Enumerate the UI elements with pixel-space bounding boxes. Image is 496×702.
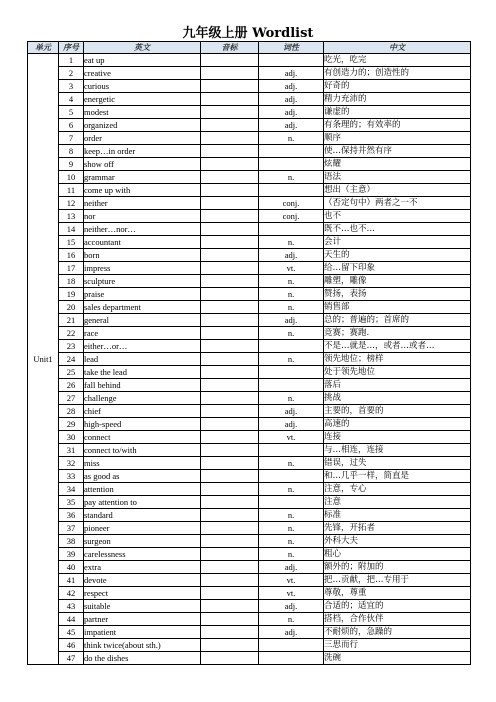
english-cell: sculpture: [84, 275, 201, 288]
num-cell: 27: [59, 392, 84, 405]
english-cell: partner: [84, 613, 201, 626]
table-row: [28, 418, 471, 431]
english-cell: suitable: [84, 600, 201, 613]
chinese-cell: 好奇的: [324, 80, 471, 93]
chinese-cell: 吃光，吃完: [324, 54, 471, 67]
header-unit: 单元: [28, 42, 59, 54]
num-cell: 21: [59, 314, 84, 327]
pos-cell: n.: [259, 236, 324, 249]
chinese-cell: 精力充沛的: [324, 93, 471, 106]
pos-cell: adj.: [259, 119, 324, 132]
phonetic-cell: [201, 327, 259, 340]
table-row: [28, 353, 471, 366]
header-phonetic: 音标: [201, 42, 259, 54]
chinese-cell: 顺序: [324, 132, 471, 145]
english-cell: curious: [84, 80, 201, 93]
phonetic-cell: [201, 366, 259, 379]
chinese-cell: 使…保持井然有序: [324, 145, 471, 158]
english-cell: devote: [84, 574, 201, 587]
wordlist-table: [27, 41, 471, 665]
phonetic-cell: [201, 392, 259, 405]
table-row: [28, 561, 471, 574]
english-cell: neither…nor…: [84, 223, 201, 236]
pos-cell: [259, 379, 324, 392]
pos-cell: [259, 158, 324, 171]
chinese-cell: 天生的: [324, 249, 471, 262]
table-row: [28, 496, 471, 509]
pos-cell: [259, 652, 324, 665]
chinese-cell: 谦虚的: [324, 106, 471, 119]
chinese-cell: 外科大夫: [324, 535, 471, 548]
pos-cell: n.: [259, 392, 324, 405]
english-cell: praise: [84, 288, 201, 301]
phonetic-cell: [201, 158, 259, 171]
pos-cell: [259, 184, 324, 197]
table-row: [28, 392, 471, 405]
english-cell: neither: [84, 197, 201, 210]
english-cell: chief: [84, 405, 201, 418]
num-cell: 15: [59, 236, 84, 249]
pos-cell: vt.: [259, 431, 324, 444]
table-row: [28, 483, 471, 496]
num-cell: 40: [59, 561, 84, 574]
phonetic-cell: [201, 379, 259, 392]
chinese-cell: 挑战: [324, 392, 471, 405]
english-cell: challenge: [84, 392, 201, 405]
chinese-cell: 销售部: [324, 301, 471, 314]
chinese-cell: 主要的，首要的: [324, 405, 471, 418]
header-zh: 中文: [324, 42, 471, 54]
table-row: [28, 210, 471, 223]
chinese-cell: 把…贡献，把…专用于: [324, 574, 471, 587]
english-cell: either…or…: [84, 340, 201, 353]
english-cell: come up with: [84, 184, 201, 197]
phonetic-cell: [201, 106, 259, 119]
num-cell: 46: [59, 639, 84, 652]
chinese-cell: 错误，过失: [324, 457, 471, 470]
header-en: 英文: [84, 42, 201, 54]
chinese-cell: 雕塑，雕像: [324, 275, 471, 288]
english-cell: general: [84, 314, 201, 327]
phonetic-cell: [201, 431, 259, 444]
pos-cell: [259, 223, 324, 236]
table-row: [28, 54, 471, 67]
phonetic-cell: [201, 197, 259, 210]
pos-cell: adj.: [259, 314, 324, 327]
pos-cell: n.: [259, 548, 324, 561]
english-cell: respect: [84, 587, 201, 600]
num-cell: 6: [59, 119, 84, 132]
phonetic-cell: [201, 340, 259, 353]
table-row: [28, 431, 471, 444]
pos-cell: vt.: [259, 262, 324, 275]
pos-cell: [259, 340, 324, 353]
chinese-cell: 高速的: [324, 418, 471, 431]
pos-cell: conj.: [259, 210, 324, 223]
chinese-cell: 注意，专心: [324, 483, 471, 496]
pos-cell: n.: [259, 522, 324, 535]
phonetic-cell: [201, 418, 259, 431]
num-cell: 7: [59, 132, 84, 145]
num-cell: 8: [59, 145, 84, 158]
table-row: [28, 158, 471, 171]
table-row: [28, 522, 471, 535]
unit-cell: Unit1: [28, 54, 59, 665]
num-cell: 11: [59, 184, 84, 197]
num-cell: 34: [59, 483, 84, 496]
chinese-cell: 不是…就是…，或者…或者…: [324, 340, 471, 353]
chinese-cell: 炫耀: [324, 158, 471, 171]
phonetic-cell: [201, 548, 259, 561]
chinese-cell: 会计: [324, 236, 471, 249]
num-cell: 33: [59, 470, 84, 483]
table-row: [28, 405, 471, 418]
phonetic-cell: [201, 249, 259, 262]
phonetic-cell: [201, 626, 259, 639]
english-cell: do the dishes: [84, 652, 201, 665]
english-cell: pioneer: [84, 522, 201, 535]
pos-cell: [259, 145, 324, 158]
english-cell: connect: [84, 431, 201, 444]
table-body: [28, 54, 471, 665]
num-cell: 25: [59, 366, 84, 379]
phonetic-cell: [201, 509, 259, 522]
chinese-cell: 总的；普遍的；首席的: [324, 314, 471, 327]
english-cell: think twice(about sth.): [84, 639, 201, 652]
phonetic-cell: [201, 587, 259, 600]
phonetic-cell: [201, 301, 259, 314]
phonetic-cell: [201, 639, 259, 652]
num-cell: 44: [59, 613, 84, 626]
phonetic-cell: [201, 93, 259, 106]
chinese-cell: 先锋，开拓者: [324, 522, 471, 535]
english-cell: accountant: [84, 236, 201, 249]
pos-cell: n.: [259, 275, 324, 288]
num-cell: 37: [59, 522, 84, 535]
english-cell: race: [84, 327, 201, 340]
english-cell: modest: [84, 106, 201, 119]
phonetic-cell: [201, 67, 259, 80]
pos-cell: adj.: [259, 600, 324, 613]
header-pos: 词性: [259, 42, 324, 54]
table-row: [28, 275, 471, 288]
pos-cell: n.: [259, 613, 324, 626]
chinese-cell: 给…留下印象: [324, 262, 471, 275]
table-row: [28, 301, 471, 314]
table-row: [28, 67, 471, 80]
chinese-cell: 落后: [324, 379, 471, 392]
chinese-cell: 不耐烦的，急躁的: [324, 626, 471, 639]
english-cell: connect to/with: [84, 444, 201, 457]
pos-cell: adj.: [259, 418, 324, 431]
english-cell: creative: [84, 67, 201, 80]
phonetic-cell: [201, 483, 259, 496]
chinese-cell: 尊敬，尊重: [324, 587, 471, 600]
table-row: [28, 600, 471, 613]
chinese-cell: 搭档，合作伙伴: [324, 613, 471, 626]
english-cell: take the lead: [84, 366, 201, 379]
table-row: [28, 366, 471, 379]
phonetic-cell: [201, 132, 259, 145]
num-cell: 42: [59, 587, 84, 600]
pos-cell: conj.: [259, 197, 324, 210]
chinese-cell: 语法: [324, 171, 471, 184]
pos-cell: adj.: [259, 626, 324, 639]
phonetic-cell: [201, 353, 259, 366]
pos-cell: adj.: [259, 405, 324, 418]
pos-cell: [259, 366, 324, 379]
table-header-row: [28, 42, 471, 54]
phonetic-cell: [201, 470, 259, 483]
num-cell: 36: [59, 509, 84, 522]
table-row: [28, 119, 471, 132]
pos-cell: adj.: [259, 67, 324, 80]
phonetic-cell: [201, 184, 259, 197]
pos-cell: vt.: [259, 587, 324, 600]
english-cell: carelessness: [84, 548, 201, 561]
table-row: [28, 548, 471, 561]
chinese-cell: 有创造力的；创造性的: [324, 67, 471, 80]
chinese-cell: 和…几乎一样，简直是: [324, 470, 471, 483]
page-title: 九年级上册 Wordlist: [182, 26, 314, 41]
chinese-cell: 有条理的；有效率的: [324, 119, 471, 132]
phonetic-cell: [201, 444, 259, 457]
num-cell: 2: [59, 67, 84, 80]
pos-cell: n.: [259, 509, 324, 522]
table-row: [28, 249, 471, 262]
chinese-cell: 竞赛；赛跑.: [324, 327, 471, 340]
num-cell: 3: [59, 80, 84, 93]
num-cell: 28: [59, 405, 84, 418]
phonetic-cell: [201, 613, 259, 626]
english-cell: pay attention to: [84, 496, 201, 509]
num-cell: 4: [59, 93, 84, 106]
num-cell: 12: [59, 197, 84, 210]
phonetic-cell: [201, 314, 259, 327]
english-cell: surgeon: [84, 535, 201, 548]
pos-cell: n.: [259, 171, 324, 184]
num-cell: 16: [59, 249, 84, 262]
num-cell: 26: [59, 379, 84, 392]
num-cell: 19: [59, 288, 84, 301]
table-row: [28, 223, 471, 236]
num-cell: 14: [59, 223, 84, 236]
english-cell: born: [84, 249, 201, 262]
chinese-cell: 也不: [324, 210, 471, 223]
pos-cell: n.: [259, 327, 324, 340]
english-cell: eat up: [84, 54, 201, 67]
pos-cell: [259, 54, 324, 67]
table-row: [28, 613, 471, 626]
num-cell: 22: [59, 327, 84, 340]
chinese-cell: 三思而行: [324, 639, 471, 652]
table-row: [28, 470, 471, 483]
phonetic-cell: [201, 535, 259, 548]
table-row: [28, 80, 471, 93]
english-cell: order: [84, 132, 201, 145]
num-cell: 17: [59, 262, 84, 275]
num-cell: 24: [59, 353, 84, 366]
table-row: [28, 457, 471, 470]
chinese-cell: 注意: [324, 496, 471, 509]
phonetic-cell: [201, 262, 259, 275]
english-cell: impress: [84, 262, 201, 275]
phonetic-cell: [201, 457, 259, 470]
num-cell: 35: [59, 496, 84, 509]
table-row: [28, 444, 471, 457]
phonetic-cell: [201, 405, 259, 418]
table-row: [28, 288, 471, 301]
pos-cell: adj.: [259, 93, 324, 106]
pos-cell: adj.: [259, 561, 324, 574]
pos-cell: adj.: [259, 249, 324, 262]
pos-cell: [259, 470, 324, 483]
table-row: [28, 574, 471, 587]
num-cell: 20: [59, 301, 84, 314]
phonetic-cell: [201, 522, 259, 535]
chinese-cell: 领先地位；榜样: [324, 353, 471, 366]
chinese-cell: 想出（主意）: [324, 184, 471, 197]
english-cell: keep…in order: [84, 145, 201, 158]
phonetic-cell: [201, 145, 259, 158]
num-cell: 18: [59, 275, 84, 288]
table-row: [28, 93, 471, 106]
header-num: 序号: [59, 42, 84, 54]
phonetic-cell: [201, 236, 259, 249]
num-cell: 23: [59, 340, 84, 353]
english-cell: energetic: [84, 93, 201, 106]
chinese-cell: （否定句中）两者之一不: [324, 197, 471, 210]
english-cell: attention: [84, 483, 201, 496]
table-row: [28, 171, 471, 184]
pos-cell: n.: [259, 535, 324, 548]
english-cell: sales department: [84, 301, 201, 314]
table-row: [28, 652, 471, 665]
pos-cell: adj.: [259, 106, 324, 119]
pos-cell: n.: [259, 132, 324, 145]
num-cell: 41: [59, 574, 84, 587]
phonetic-cell: [201, 496, 259, 509]
english-cell: organized: [84, 119, 201, 132]
english-cell: lead: [84, 353, 201, 366]
english-cell: show off: [84, 158, 201, 171]
chinese-cell: 既不…也不…: [324, 223, 471, 236]
chinese-cell: 洗碗: [324, 652, 471, 665]
table-row: [28, 314, 471, 327]
num-cell: 1: [59, 54, 84, 67]
num-cell: 32: [59, 457, 84, 470]
phonetic-cell: [201, 210, 259, 223]
chinese-cell: 赞扬，表扬: [324, 288, 471, 301]
table-row: [28, 262, 471, 275]
table-row: [28, 340, 471, 353]
table-row: [28, 106, 471, 119]
table-row: [28, 587, 471, 600]
num-cell: 45: [59, 626, 84, 639]
table-row: [28, 236, 471, 249]
table-row: [28, 132, 471, 145]
pos-cell: n.: [259, 457, 324, 470]
english-cell: nor: [84, 210, 201, 223]
pos-cell: n.: [259, 353, 324, 366]
phonetic-cell: [201, 561, 259, 574]
phonetic-cell: [201, 223, 259, 236]
pos-cell: n.: [259, 483, 324, 496]
chinese-cell: 标准: [324, 509, 471, 522]
table-row: [28, 184, 471, 197]
num-cell: 10: [59, 171, 84, 184]
phonetic-cell: [201, 80, 259, 93]
num-cell: 29: [59, 418, 84, 431]
phonetic-cell: [201, 54, 259, 67]
num-cell: 39: [59, 548, 84, 561]
num-cell: 5: [59, 106, 84, 119]
num-cell: 31: [59, 444, 84, 457]
phonetic-cell: [201, 171, 259, 184]
chinese-cell: 与…相连，连接: [324, 444, 471, 457]
pos-cell: adj.: [259, 80, 324, 93]
num-cell: 9: [59, 158, 84, 171]
num-cell: 43: [59, 600, 84, 613]
chinese-cell: 处于领先地位: [324, 366, 471, 379]
english-cell: grammar: [84, 171, 201, 184]
chinese-cell: 连接: [324, 431, 471, 444]
phonetic-cell: [201, 119, 259, 132]
english-cell: miss: [84, 457, 201, 470]
pos-cell: [259, 496, 324, 509]
num-cell: 30: [59, 431, 84, 444]
chinese-cell: 合适的；适宜的: [324, 600, 471, 613]
table-row: [28, 327, 471, 340]
table-row: [28, 379, 471, 392]
english-cell: standard: [84, 509, 201, 522]
phonetic-cell: [201, 652, 259, 665]
phonetic-cell: [201, 275, 259, 288]
table-row: [28, 509, 471, 522]
phonetic-cell: [201, 574, 259, 587]
table-row: [28, 535, 471, 548]
chinese-cell: 额外的；附加的: [324, 561, 471, 574]
pos-cell: n.: [259, 288, 324, 301]
english-cell: fall behind: [84, 379, 201, 392]
pos-cell: [259, 639, 324, 652]
phonetic-cell: [201, 600, 259, 613]
chinese-cell: 粗心: [324, 548, 471, 561]
phonetic-cell: [201, 288, 259, 301]
num-cell: 38: [59, 535, 84, 548]
pos-cell: vt.: [259, 574, 324, 587]
table-row: [28, 639, 471, 652]
english-cell: as good as: [84, 470, 201, 483]
table-row: [28, 197, 471, 210]
english-cell: extra: [84, 561, 201, 574]
pos-cell: [259, 444, 324, 457]
table-row: [28, 145, 471, 158]
english-cell: impatient: [84, 626, 201, 639]
num-cell: 13: [59, 210, 84, 223]
table-row: [28, 626, 471, 639]
pos-cell: n.: [259, 301, 324, 314]
english-cell: high-speed: [84, 418, 201, 431]
num-cell: 47: [59, 652, 84, 665]
